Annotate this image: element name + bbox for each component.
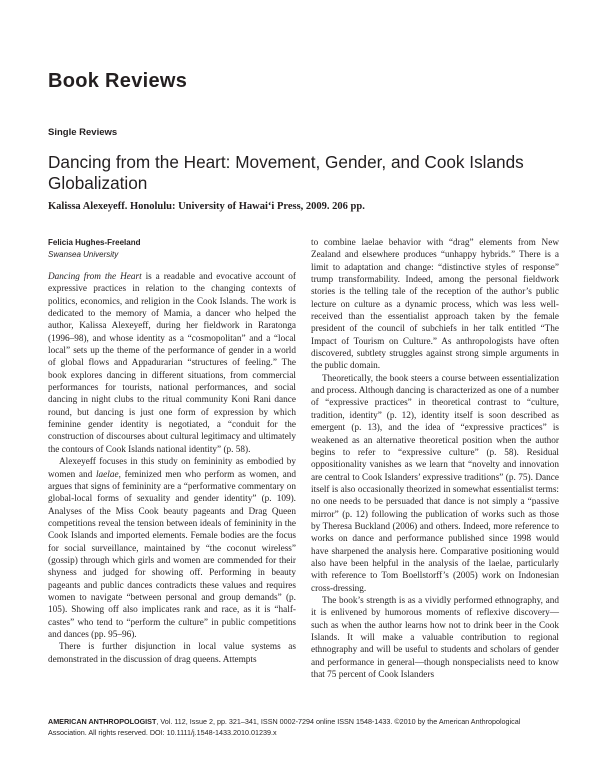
body-paragraph: The book’s strength is as a vividly performed ethnography, and it is enlivened by humorous moments of reflexive discovery—such as when the author learns how not to drink beer in the Cook Islands. It will make a valuable contribution to regional ethnography and will be useful to students and scholars of gender and performance in general—though nonspecialists need to know that 75 percent of Cook Islanders [311, 595, 559, 681]
book-citation: Kalissa Alexeyeff. Honolulu: University of Hawai‘i Press, 2009. 206 pp. [48, 201, 365, 212]
body-paragraph: Alexeyeff focuses in this study on femininity as embodied by women and laelae, feminized men who perform as women, and argues that signs of femininity are a “performative commentary on global-local forms of sexuality and gender identity” (p. 109). Analyses of the Miss Cook beauty pageants and Drag Queen competitions reveal the tension between ideals of femininity in the Cook Islands and imported elements. Female bodies are the focus for social surveillance, maintained by “the coconut wireless” (gossip) through which girls and women are commended for their shyness and judged for showing off. Performing in beauty pageants and public dances contradicts these values and requires women to navigate “between personal and group demands” (p. 105). Showing off also implicates rank and race, as it is “half-castes” who tend to “perform the culture” in public competitions and dances (pp. 95–96). [48, 457, 297, 640]
subsection-label: Single Reviews [48, 127, 118, 138]
right-column [311, 237, 559, 681]
page-footer [48, 716, 558, 738]
section-title: Book Reviews [48, 70, 188, 92]
footer-line-2: Association. All rights reserved. DOI: 10.1111/j.1548-1433.2010.01239.x [48, 728, 277, 737]
footer-line-1: AMERICAN ANTHROPOLOGIST, Vol. 112, Issue 2, pp. 321–341, ISSN 0002-7294 online ISSN 1548-1433. ©2010 by the American Anthropological [48, 717, 521, 726]
reviewer-affiliation: Swansea University [48, 250, 119, 259]
journal-name: AMERICAN ANTHROPOLOGIST [48, 717, 157, 726]
reviewer-name: Felicia Hughes-Freeland [48, 238, 141, 247]
body-paragraph: Dancing from the Heart is a readable and evocative account of expressive practices in relation to the changing contexts of politics, economics, and religion in the Cook Islands. The work is dedicated to the memory of Mamia, a dancer who helped the author, Kalissa Alexeyeff, during her fieldwork in Raratonga (1996–98), and whose identity as a “cosmopolitan” and a “local local” sets up the theme of the performance of gender in a world of global flows and Appadurarian “structures of feeling.” The book explores dancing in different situations, from commercial performances for tourists, national performances, and social dancing in night clubs to the ritual community Koni Rani dance round, but dancing is just one form of expression by which feminine gender identity is negotiated, a “conduit for the construction of discourses about cultural legitimacy and ultimately the contours of Cook Islands national identity” (p. 58). [48, 272, 296, 455]
body-paragraph: Theoretically, the book steers a course between essentialization and process. Although dancing is characterized as one of a number of “expressive practices” in theoretical contrast to “culture, tradition, identity” (p. 12), identity itself is soon described as emergent (p. 13), and the idea of “expressive practices” is weakened as an alternative theoretical position when the author begins to refer to “expressive culture” (p. 58). Residual oppositionality vanishes as we learn that “novelty and innovation are central to Cook Islanders’ expressive traditions” (p. 75). Dance itself is also occasionally theorized in somewhat essentialist terms: no one needs to be persuaded that dance is not simply a “passive mirror” (p. 12) following the publication of works such as those by Theresa Buckland (2006) and others. Indeed, more reference to works on dance and performance published since 1998 would have sharpened the analysis here. Comparative positioning would also have been helpful in the analysis of the laelae, particularly with reference to Tom Boellstorff’s (2005) work on Indonesian cross-dressing. [311, 373, 559, 594]
body-paragraph: to combine laelae behavior with “drag” elements from New Zealand and elsewhere produces “unhappy hybrids.” There is a limit to adaptation and change: “distinctive styles of response” trump transformability. Indeed, among the personal fieldwork stories is the telling tale of the reception of the author’s public lecture on culture as a dynamic process, which was less well-received than the essentialist approach taken by the female president of the council of subchiefs in her talk entitled “The Impact of Tourism on Culture.” As anthropologists have often discovered, subtlety struggles against strong simple arguments in the public domain. [311, 238, 559, 372]
body-paragraph: There is further disjunction in local value systems as demonstrated in the discussion of drag queens. Attempts [48, 642, 296, 665]
book-title-reference: Dancing from the Heart [48, 272, 142, 282]
left-column [48, 237, 296, 666]
article-title: Dancing from the Heart: Movement, Gender, and Cook Islands Globalization [48, 152, 524, 193]
